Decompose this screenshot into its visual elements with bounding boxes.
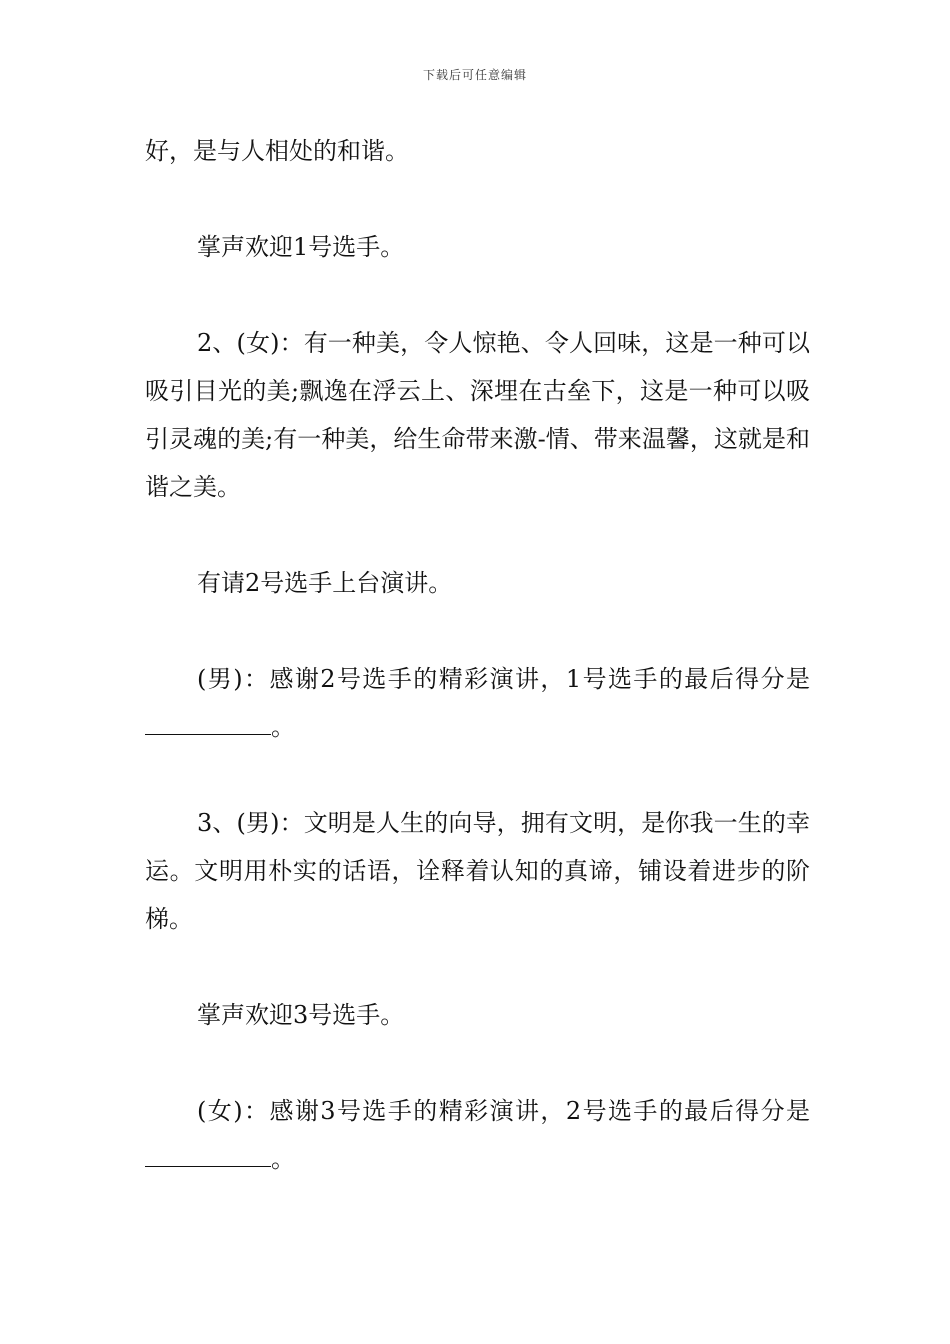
paragraph xyxy=(145,127,810,175)
paragraph-text: 好，是与人相处的和谐。 xyxy=(145,137,409,165)
paragraph xyxy=(145,991,810,1039)
page-header: 下载后可任意编辑 xyxy=(422,68,527,82)
paragraph xyxy=(145,223,810,271)
paragraph-text: (女)：感谢3号选手的精彩演讲，2号选手的最后得分是 xyxy=(197,1097,810,1125)
paragraph xyxy=(145,1087,810,1183)
paragraph-text: 掌声欢迎1号选手。 xyxy=(197,233,405,261)
paragraph-text: 掌声欢迎3号选手。 xyxy=(197,1001,405,1029)
paragraph xyxy=(145,319,810,511)
score-blank-line xyxy=(145,1144,271,1167)
document-body xyxy=(145,127,810,1231)
paragraph xyxy=(145,559,810,607)
paragraph-suffix: 。 xyxy=(271,713,295,741)
paragraph-suffix: 。 xyxy=(271,1145,295,1173)
paragraph xyxy=(145,655,810,751)
paragraph-text: (男)：感谢2号选手的精彩演讲，1号选手的最后得分是 xyxy=(197,665,810,693)
paragraph-text: 3、(男)：文明是人生的向导，拥有文明，是你我一生的幸运。文明用朴实的话语，诠释着认知的真谛，铺设着进步的阶梯。 xyxy=(145,809,810,933)
paragraph-text: 2、(女)：有一种美，令人惊艳、令人回味，这是一种可以吸引目光的美;飘逸在浮云上、深埋在古垒下，这是一种可以吸引灵魂的美;有一种美，给生命带来激-情、带来温馨，这就是和谐之美。 xyxy=(145,329,810,501)
paragraph xyxy=(145,799,810,943)
paragraph-text: 有请2号选手上台演讲。 xyxy=(197,569,453,597)
score-blank-line xyxy=(145,712,271,735)
